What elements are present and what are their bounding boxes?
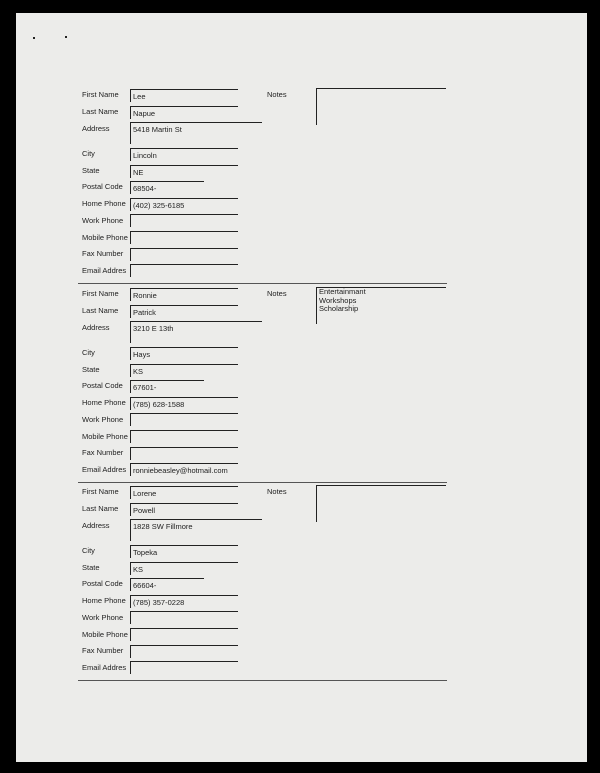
postal-code-field[interactable] — [130, 578, 204, 591]
work-phone-label: Work Phone — [82, 613, 124, 622]
city-label: City — [82, 348, 95, 357]
home-phone-label: Home Phone — [82, 398, 126, 407]
mobile-phone-label: Mobile Phone — [82, 233, 128, 242]
state-label: State — [82, 563, 100, 572]
state-label: State — [82, 365, 100, 374]
postal-code-value: 66604- — [133, 581, 157, 590]
address-value: 5418 Martin St — [133, 125, 182, 134]
last-name-value: Napue — [133, 109, 156, 118]
last-name-field[interactable] — [130, 106, 238, 119]
address-label: Address — [82, 521, 110, 530]
fax-number-label: Fax Number — [82, 448, 124, 457]
mobile-phone-field[interactable] — [130, 430, 238, 443]
last-name-label: Last Name — [82, 504, 119, 513]
first-name-field[interactable] — [130, 89, 238, 102]
first-name-label: First Name — [82, 90, 119, 99]
last-name-field[interactable] — [130, 305, 238, 318]
address-value: 1828 SW Fillmore — [133, 522, 193, 531]
email-address-field[interactable] — [130, 264, 238, 277]
address-value: 3210 E 13th — [133, 324, 174, 333]
home-phone-field[interactable] — [130, 198, 238, 211]
last-name-label: Last Name — [82, 306, 119, 315]
last-name-field[interactable] — [130, 503, 238, 516]
city-label: City — [82, 149, 95, 158]
mobile-phone-label: Mobile Phone — [82, 432, 128, 441]
home-phone-label: Home Phone — [82, 199, 126, 208]
notes-line: Entertainmant — [319, 287, 366, 296]
record-separator — [78, 680, 447, 681]
first-name-label: First Name — [82, 289, 119, 298]
postal-code-field[interactable] — [130, 380, 204, 393]
mobile-phone-field[interactable] — [130, 628, 238, 641]
email-address-value: ronniebeasley@hotmail.com — [133, 466, 228, 475]
home-phone-label: Home Phone — [82, 596, 126, 605]
work-phone-label: Work Phone — [82, 216, 124, 225]
mobile-phone-field[interactable] — [130, 231, 238, 244]
postal-code-value: 68504- — [133, 184, 157, 193]
speck-mark — [65, 36, 67, 38]
address-label: Address — [82, 124, 110, 133]
postal-code-label: Postal Code — [82, 381, 123, 390]
work-phone-field[interactable] — [130, 611, 238, 624]
fax-number-label: Fax Number — [82, 646, 124, 655]
home-phone-value: (785) 357-0228 — [133, 598, 185, 607]
notes-label: Notes — [267, 90, 287, 99]
fax-number-field[interactable] — [130, 248, 238, 261]
notes-label: Notes — [267, 289, 287, 298]
notes-field[interactable] — [316, 287, 446, 324]
last-name-value: Powell — [133, 506, 156, 515]
address-field[interactable] — [130, 321, 262, 343]
email-address-field[interactable] — [130, 661, 238, 674]
notes-line: Scholarship — [319, 304, 359, 313]
address-field[interactable] — [130, 519, 262, 541]
email-address-label: Email Addres — [82, 465, 127, 474]
mobile-phone-label: Mobile Phone — [82, 630, 128, 639]
address-field[interactable] — [130, 122, 262, 144]
first-name-field[interactable] — [130, 288, 238, 301]
home-phone-value: (402) 325-6185 — [133, 201, 185, 210]
postal-code-label: Postal Code — [82, 579, 123, 588]
fax-number-field[interactable] — [130, 645, 238, 658]
last-name-label: Last Name — [82, 107, 119, 116]
speck-mark — [33, 37, 35, 39]
email-address-label: Email Addres — [82, 266, 127, 275]
home-phone-field[interactable] — [130, 595, 238, 608]
state-value: KS — [133, 565, 144, 574]
fax-number-label: Fax Number — [82, 249, 124, 258]
city-label: City — [82, 546, 95, 555]
first-name-value: Lee — [133, 92, 146, 101]
state-field[interactable] — [130, 165, 238, 178]
record-separator — [78, 482, 447, 483]
city-value: Hays — [133, 350, 151, 359]
last-name-value: Patrick — [133, 308, 156, 317]
first-name-label: First Name — [82, 487, 119, 496]
city-value: Topeka — [133, 548, 158, 557]
email-address-field[interactable] — [130, 463, 238, 476]
notes-line: Workshops — [319, 295, 357, 305]
notes-label: Notes — [267, 487, 287, 496]
postal-code-value: 67601- — [133, 383, 157, 392]
home-phone-field[interactable] — [130, 397, 238, 410]
first-name-value: Lorene — [133, 489, 157, 498]
first-name-field[interactable] — [130, 486, 238, 499]
notes-field[interactable] — [316, 88, 446, 125]
address-label: Address — [82, 323, 110, 332]
email-address-label: Email Addres — [82, 663, 127, 672]
city-field[interactable] — [130, 148, 238, 161]
city-value: Lincoln — [133, 151, 157, 160]
state-value: NE — [133, 168, 144, 177]
state-value: KS — [133, 367, 144, 376]
postal-code-field[interactable] — [130, 181, 204, 194]
record-separator — [78, 283, 447, 284]
work-phone-field[interactable] — [130, 214, 238, 227]
state-label: State — [82, 166, 100, 175]
home-phone-value: (785) 628-1588 — [133, 400, 185, 409]
postal-code-label: Postal Code — [82, 182, 123, 191]
fax-number-field[interactable] — [130, 447, 238, 460]
work-phone-field[interactable] — [130, 413, 238, 426]
city-field[interactable] — [130, 347, 238, 360]
city-field[interactable] — [130, 545, 238, 558]
state-field[interactable] — [130, 364, 238, 377]
notes-field[interactable] — [316, 485, 446, 522]
first-name-value: Ronnie — [133, 291, 157, 300]
state-field[interactable] — [130, 562, 238, 575]
work-phone-label: Work Phone — [82, 415, 124, 424]
